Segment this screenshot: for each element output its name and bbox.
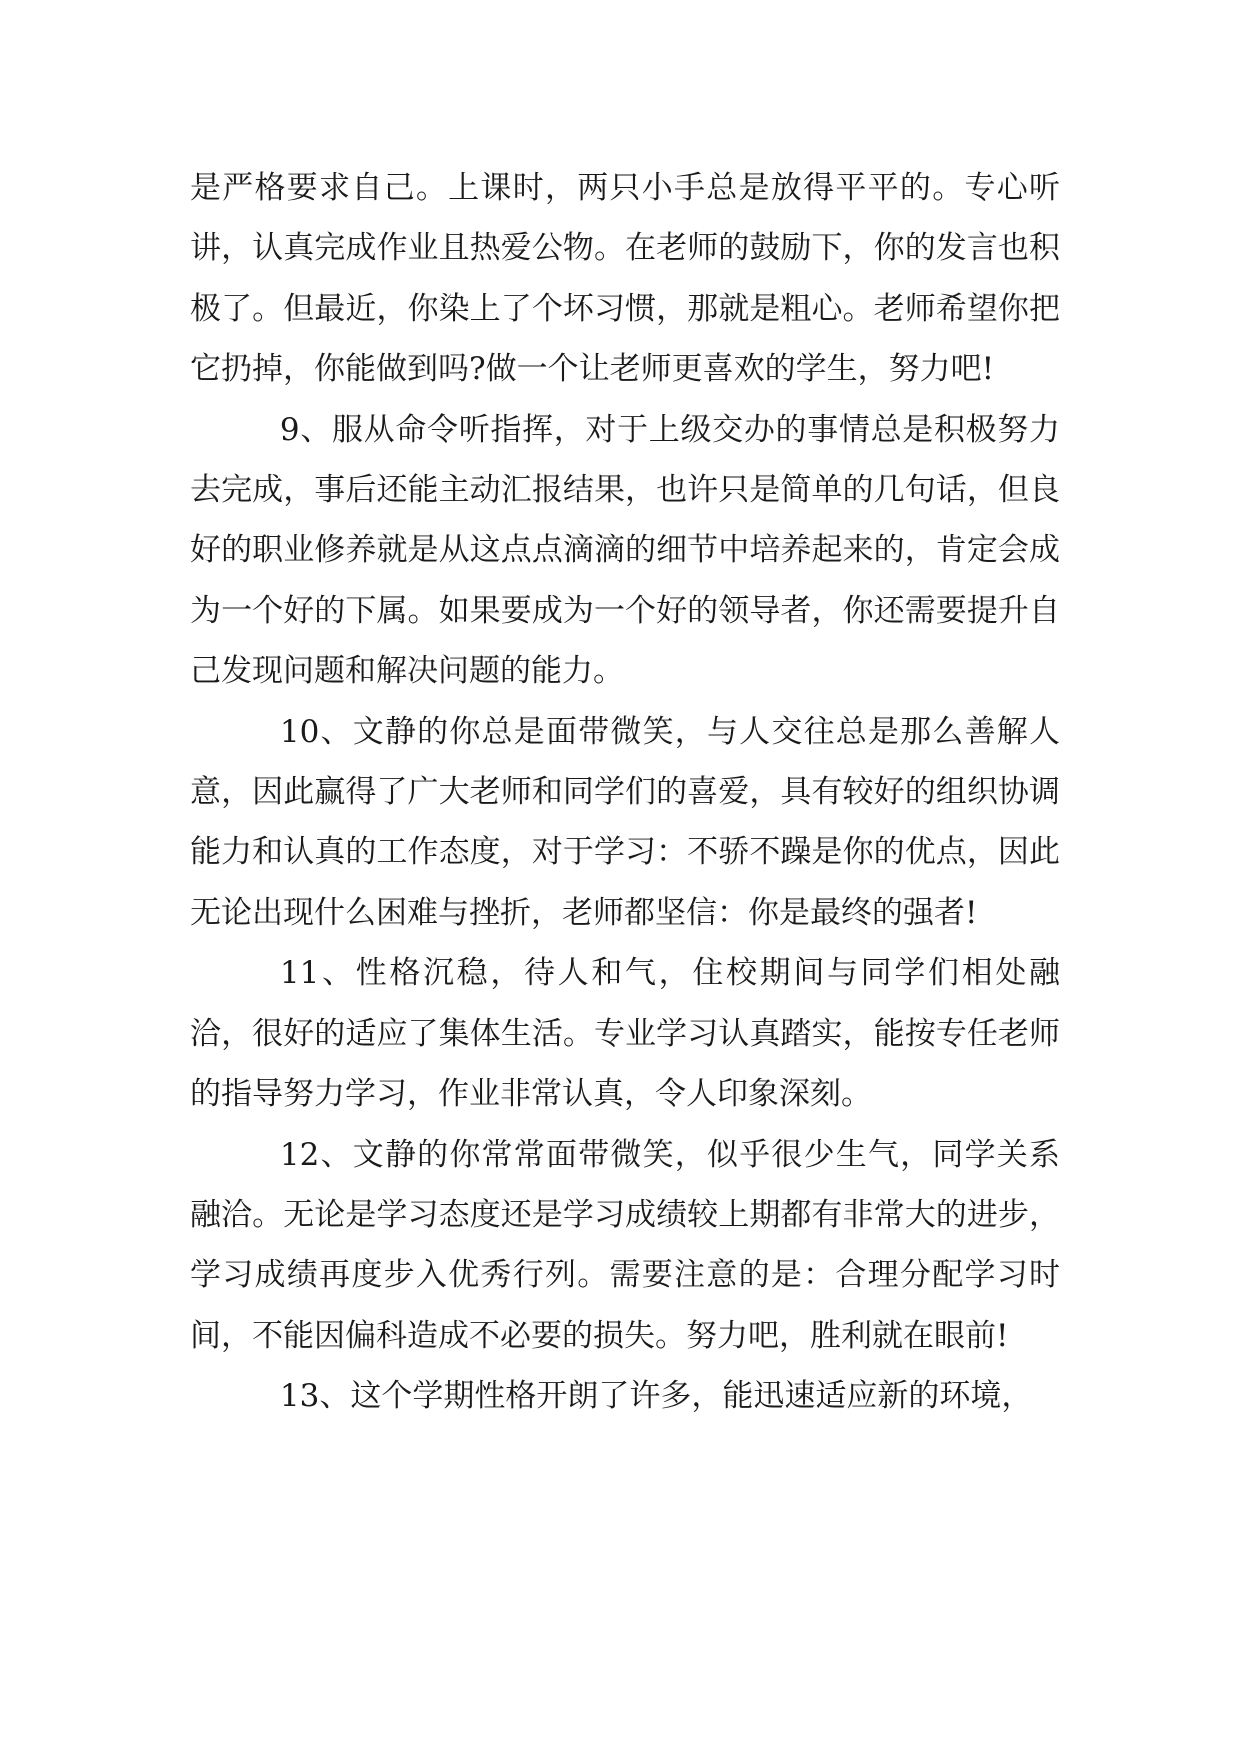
paragraph-9: 9、服从命令听指挥，对于上级交办的事情总是积极努力去完成，事后还能主动汇报结果，也许只是简单的几句话，但良好的职业修养就是从这点点滴滴的细节中培养起来的，肯定会成为一个好的下属。如果要成为一个好的领导者，你还需要提升自己发现问题和解决问题的能力。: [190, 411, 1060, 690]
paragraph-12: 12、文静的你常常面带微笑，似乎很少生气，同学关系融洽。无论是学习态度还是学习成绩较上期都有非常大的进步，学习成绩再度步入优秀行列。需要注意的是：合理分配学习时间，不能因偏科造成不必要的损失。努力吧，胜利就在眼前!: [190, 1136, 1060, 1354]
paragraph-11: 11、性格沉稳，待人和气，住校期间与同学们相处融洽，很好的适应了集体生活。专业学习认真踏实，能按专任老师的指导努力学习，作业非常认真，令人印象深刻。: [190, 955, 1060, 1113]
paragraph-10: 10、文静的你总是面带微笑，与人交往总是那么善解人意，因此赢得了广大老师和同学们的喜爱，具有较好的组织协调能力和认真的工作态度，对于学习：不骄不躁是你的优点，因此无论出现什么困难与挫折，老师都坚信：你是最终的强者!: [190, 713, 1060, 931]
document-body: [190, 158, 1060, 1427]
paragraph-continued: 是严格要求自己。上课时，两只小手总是放得平平的。专心听讲，认真完成作业且热爱公物。在老师的鼓励下，你的发言也积极了。但最近，你染上了个坏习惯，那就是粗心。老师希望你把它扔掉，你能做到吗?做一个让老师更喜欢的学生，努力吧!: [190, 170, 1060, 388]
paragraph-13: 13、这个学期性格开朗了许多，能迅速适应新的环境，: [279, 1378, 1033, 1415]
